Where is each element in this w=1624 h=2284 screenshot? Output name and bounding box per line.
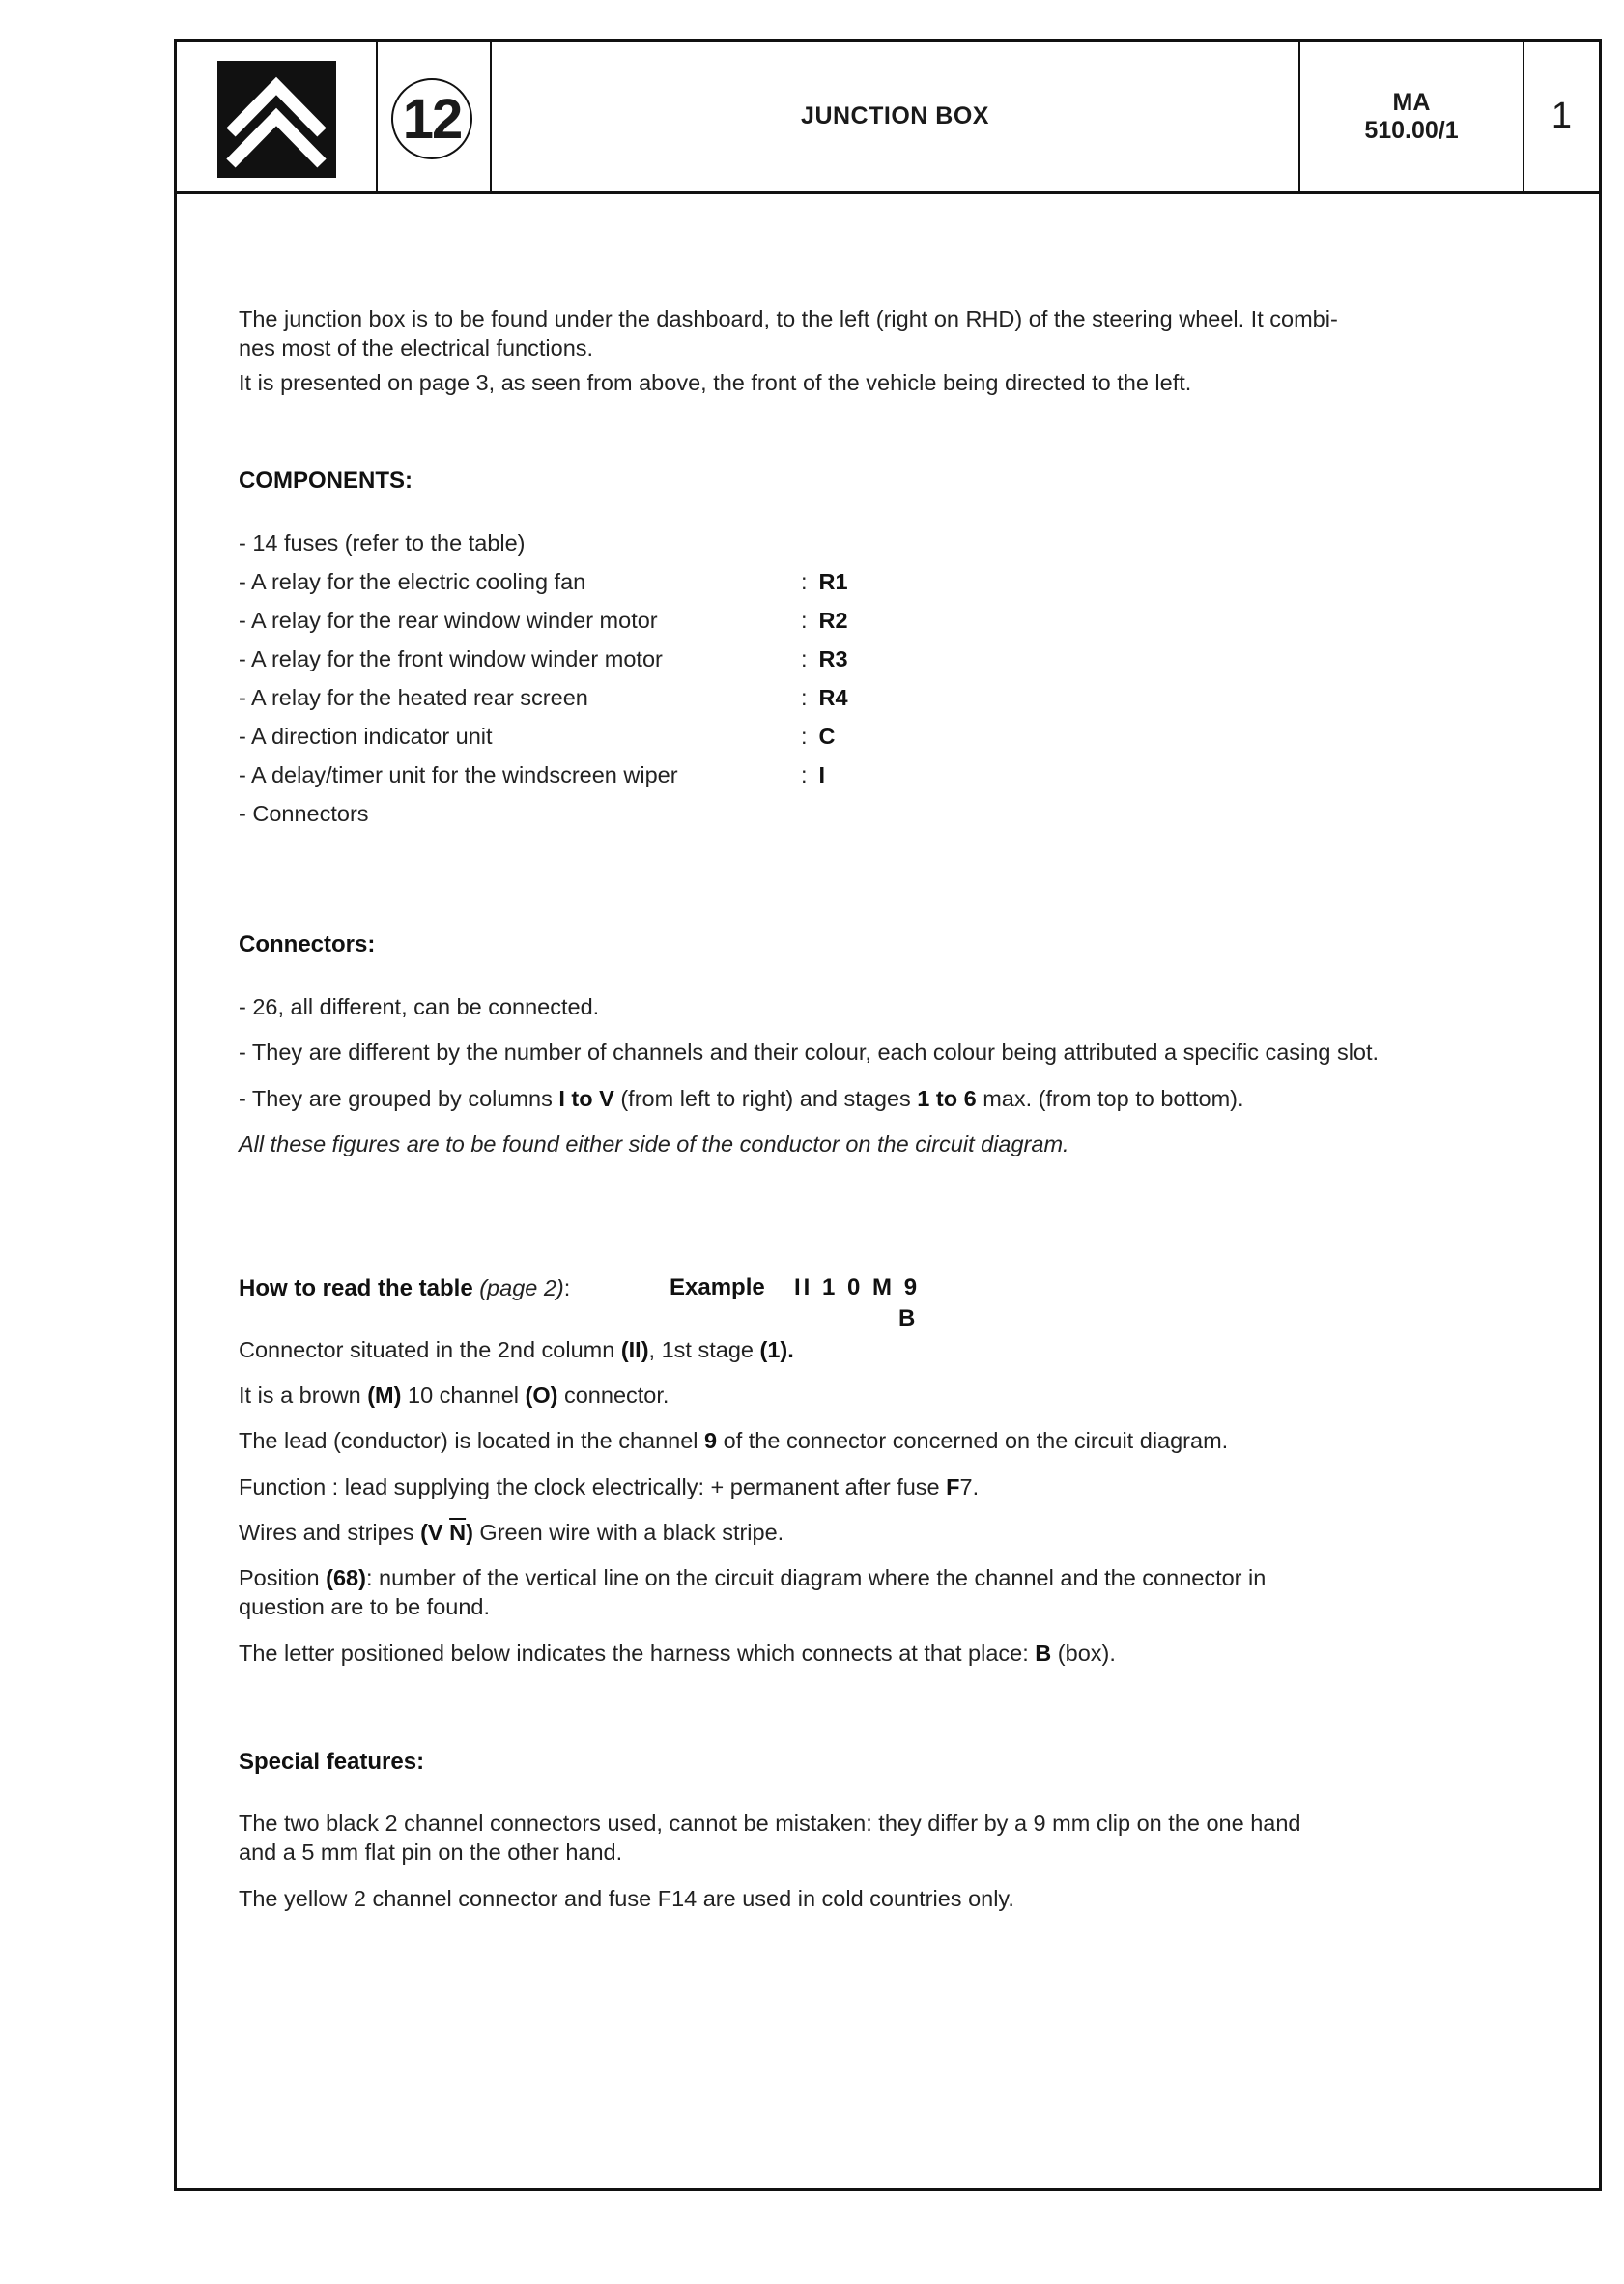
special-line-2: and a 5 mm flat pin on the other hand. bbox=[239, 1840, 623, 1865]
special-line-3: The yellow 2 channel connector and fuse F14 are used in cold countries only. bbox=[239, 1886, 1014, 1911]
connectors-line-3: - They are grouped by columns I to V (from left to right) and stages 1 to 6 max. (from top to bottom). bbox=[239, 1086, 1244, 1111]
howto-line-1: Connector situated in the 2nd column (II), 1st stage (1). bbox=[239, 1337, 794, 1362]
example-label: Example bbox=[670, 1274, 765, 1300]
document-title: JUNCTION BOX bbox=[492, 42, 1300, 191]
section-number-cell bbox=[378, 42, 492, 191]
page-frame bbox=[174, 39, 1602, 2191]
component-fuses: - 14 fuses (refer to the table) bbox=[239, 530, 526, 556]
howto-line-4: Function : lead supplying the clock electrically: + permanent after fuse F7. bbox=[239, 1474, 980, 1499]
component-item: - A direction indicator unit : C bbox=[239, 724, 836, 749]
component-item: - A relay for the heated rear screen : R4 bbox=[239, 685, 848, 710]
connectors-heading: Connectors: bbox=[239, 931, 376, 957]
component-item: - A relay for the electric cooling fan : R1 bbox=[239, 569, 848, 594]
connectors-line-1: - 26, all different, can be connected. bbox=[239, 994, 600, 1019]
double-chevron-logo bbox=[217, 61, 336, 178]
connectors-note: All these figures are to be found either side of the conductor on the circuit diagram. bbox=[239, 1131, 1069, 1156]
section-number: 12 bbox=[391, 78, 472, 159]
code-line-1: MA bbox=[1392, 88, 1431, 116]
document-code bbox=[1300, 42, 1524, 191]
chevron-icon bbox=[217, 61, 336, 178]
example-harness: B bbox=[898, 1305, 916, 1331]
component-item: - A relay for the front window winder motor : R3 bbox=[239, 646, 848, 671]
intro-line-1: The junction box is to be found under the dashboard, to the left (right on RHD) of the steering wheel. It combi- bbox=[239, 306, 1338, 331]
component-item: - A delay/timer unit for the windscreen wiper : I bbox=[239, 762, 826, 787]
component-item: - A relay for the rear window winder motor : R2 bbox=[239, 608, 848, 633]
connectors-line-2: - They are different by the number of channels and their colour, each colour being attributed a specific casing slot. bbox=[239, 1040, 1380, 1065]
howto-line-2: It is a brown (M) 10 channel (O) connector. bbox=[239, 1383, 670, 1408]
howto-line-5: Wires and stripes (V $\overline{N}$) Green wire with a black stripe. bbox=[239, 1520, 784, 1545]
howto-line-7: The letter positioned below indicates the harness which connects at that place: B (box). bbox=[239, 1641, 1116, 1666]
howto-line-6b: question are to be found. bbox=[239, 1594, 491, 1619]
title-block bbox=[177, 42, 1599, 194]
page-number: 1 bbox=[1551, 96, 1573, 136]
code-line-2: 510.00/1 bbox=[1364, 116, 1459, 144]
components-heading: COMPONENTS: bbox=[239, 468, 413, 494]
example-code: II 1 0 M 9 bbox=[794, 1274, 921, 1300]
intro-line-2: nes most of the electrical functions. bbox=[239, 335, 594, 360]
special-line-1: The two black 2 channel connectors used, cannot be mistaken: they differ by a 9 mm clip on the one hand bbox=[239, 1811, 1301, 1836]
special-heading: Special features: bbox=[239, 1749, 425, 1775]
howto-heading: How to read the table (page 2): bbox=[239, 1275, 571, 1301]
logo-cell bbox=[177, 42, 378, 191]
component-connectors: - Connectors bbox=[239, 801, 369, 826]
howto-line-6: Position (68): number of the vertical line on the circuit diagram where the channel and the connector in bbox=[239, 1565, 1267, 1590]
howto-line-3: The lead (conductor) is located in the channel 9 of the connector concerned on the circuit diagram. bbox=[239, 1428, 1229, 1453]
intro-line-3: It is presented on page 3, as seen from above, the front of the vehicle being directed to the left. bbox=[239, 370, 1192, 395]
